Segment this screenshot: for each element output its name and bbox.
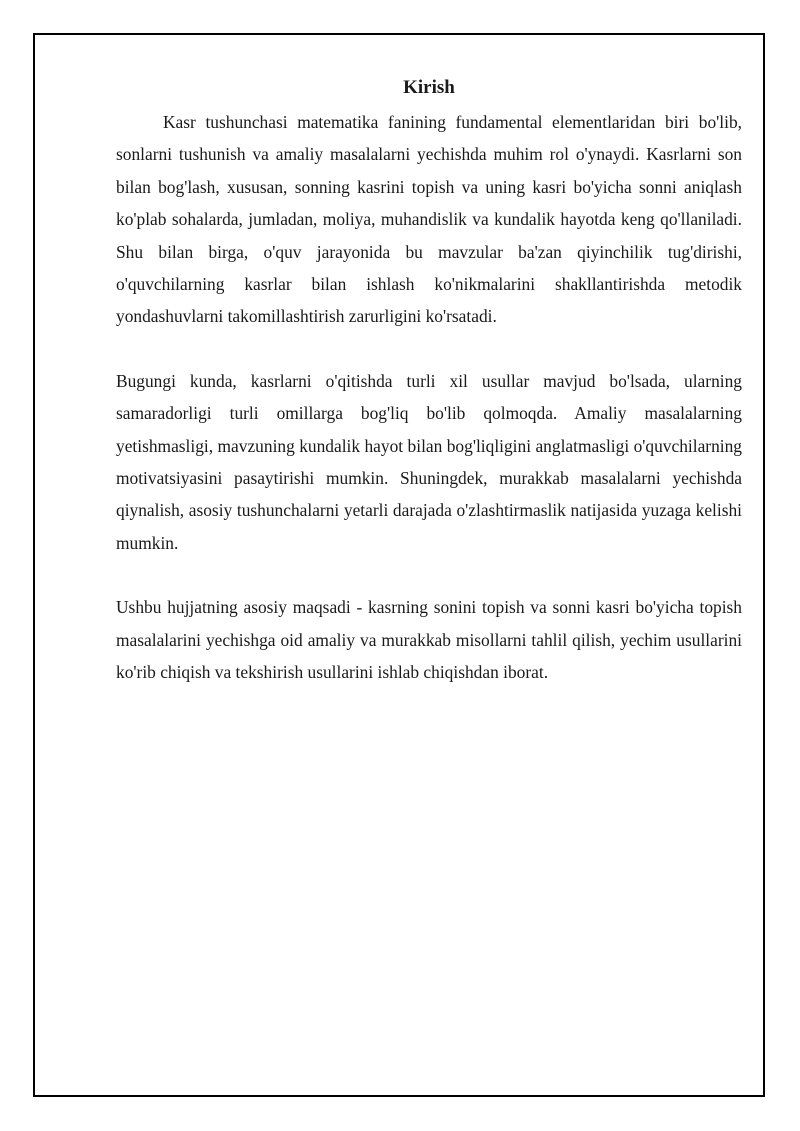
intro-paragraph-3: Ushbu hujjatning asosiy maqsadi - kasrning sonini topish va sonni kasri bo'yicha topish masalalarini yechishga oid amaliy va murakkab misollarni tahlil qilish, yechim usullarini ko'rib chiqish va tekshirish usullarini ishlab chiqishdan iborat. [116, 597, 742, 683]
intro-paragraph-2: Bugungi kunda, kasrlarni o'qitishda turli xil usullar mavjud bo'lsada, ularning samaradorligi turli omillarga bog'liq bo'lib qolmoqda. Amaliy masalalarning yetishmasligi, mavzuning kundalik hayot bilan bog'liqligini anglatmasligi o'quvchilarning motivatsiyasini pasaytirishi mumkin. Shuningdek, murakkab masalalarni yechishda qiynalish, asosiy tushunchalarni yetarli darajada o'zlashtirmaslik natijasida yuzaga kelishi mumkin. [116, 370, 742, 553]
document-title: Kirish [403, 77, 455, 98]
intro-paragraph-1: Kasr tushunchasi matematika fanining fundamental elementlaridan biri bo'lib, sonlarni tushunish va amaliy masalalarni yechishda muhim rol o'ynaydi. Kasrlarni son bilan bog'lash, xususan, sonning kasrini topish va uning kasri bo'yicha sonni aniqlash ko'plab sohalarda, jumladan, moliya, muhandislik va kundalik hayotda keng qo'llaniladi. Shu bilan birga, o'quv jarayonida bu mavzular ba'zan qiyinchilik tug'dirishi, o'quvchilarning kasrlar bilan ishlash ko'nikmalarini shakllantirishda metodik yondashuvlarni takomillashtirish zarurligini ko'rsatadi. [116, 112, 742, 327]
paragraph-spacer [116, 333, 742, 365]
paragraph-spacer [116, 559, 742, 591]
document-body [116, 74, 742, 689]
